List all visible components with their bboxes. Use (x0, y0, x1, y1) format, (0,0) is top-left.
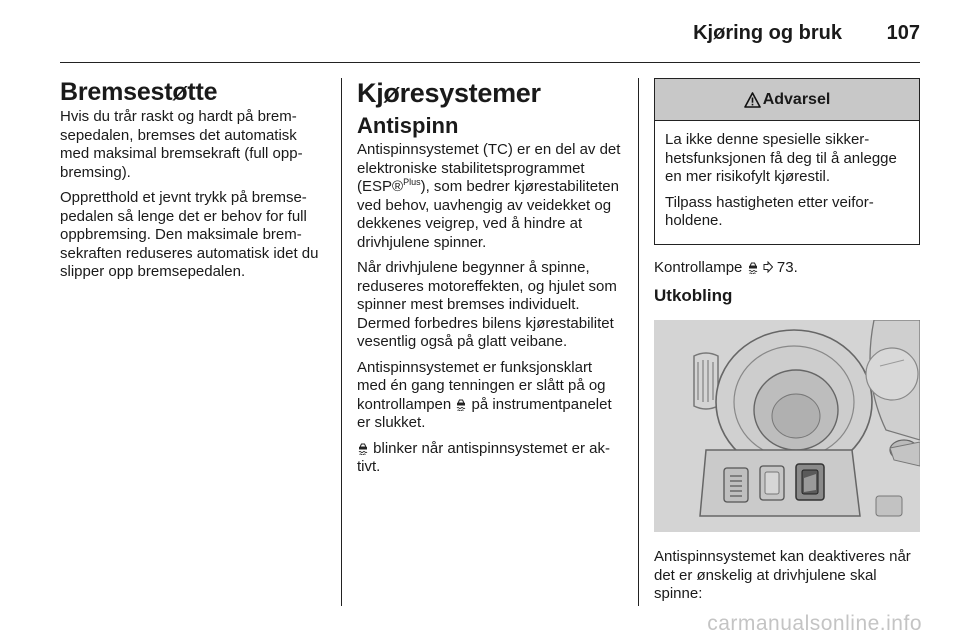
warning-title: Advarsel (762, 90, 831, 108)
text-run: Antispinnsystemet (TC) er en del av det elektroniske stabilitetsprogrammet (ESP® (357, 141, 621, 195)
traction-control-lamp-icon (747, 261, 759, 274)
page-number: 107 (886, 22, 920, 44)
column-1 (60, 78, 326, 289)
paragraph: Hvis du trår raskt og hardt på bremsepedalen, bremses det automatisk med maksimal bremsekraft (full oppbremsing). (60, 108, 303, 181)
superscript: Plus (403, 177, 421, 187)
running-head (60, 22, 920, 48)
traction-control-lamp-icon (455, 398, 467, 411)
section-heading-brake-assist: Bremsestøtte (60, 78, 218, 106)
column-divider-1 (341, 78, 342, 606)
lamp-reference (654, 259, 920, 278)
dashboard-illustration (654, 320, 920, 532)
paragraph (357, 440, 625, 477)
paragraph: Når drivhjulene begynner å spinne, reduseres motoreffekten, og hjulet som spinner mest bremses individuelt. Dermed forbedres bilens kjørestabilitet vesentlig også på glatt veibane. (357, 259, 617, 350)
subheading-disable: Utkobling (654, 286, 733, 305)
warning-header (655, 79, 919, 121)
paragraph: Oppretthold et jevnt trykk på bremsepedalen så lenge det er behov for full oppbremsing. Den maksimale bremsekraften reduseres automatisk idet du slipper opp bremsepedalen. (60, 189, 319, 280)
paragraph (357, 141, 625, 252)
paragraph (357, 359, 625, 433)
text-run: på instrumentpanelet er slukket. (357, 395, 612, 431)
dashboard-switch-figure (654, 320, 920, 532)
column-divider-2 (638, 78, 639, 606)
header-rule (60, 62, 920, 63)
column-2 (357, 78, 625, 484)
running-title: Kjøring og bruk (693, 22, 842, 44)
text-run: ), som bedrer kjørestabiliteten ved behov, uavhengig av veidekket og dekkenes veigrep, ved å hindre at drivhjulene spinner. (357, 178, 619, 251)
warning-paragraph: Tilpass hastigheten etter veiforholdene. (665, 193, 874, 229)
traction-control-lamp-icon (357, 442, 369, 455)
warning-paragraph: La ikke denne spesielle sikkerhetsfunksjonen få deg til å anlegge en mer risikofylt kjørestil. (665, 131, 897, 185)
warning-body (655, 121, 919, 244)
figure-caption: Antispinnsystemet kan deaktiveres når det er ønskelig at drivhjulene skal spinne: (654, 548, 911, 602)
text-run: Kontrollampe (654, 258, 747, 276)
subheading-traction-control: Antispinn (357, 113, 459, 138)
watermark: carmanualsonline.info (707, 612, 922, 635)
column-3 (654, 78, 920, 611)
warning-box (654, 78, 920, 245)
text-run: blinker når antispinnsystemet er aktivt. (357, 439, 610, 475)
text-run: 73. (772, 258, 798, 276)
warning-triangle-icon (744, 92, 761, 108)
text-run: Antispinnsystemet er funksjonsklart med én gang tenningen er slått på og kontrollampen (357, 358, 606, 413)
page-reference-arrow-icon (763, 261, 773, 273)
chapter-heading-driving-systems: Kjøresystemer (357, 78, 541, 108)
